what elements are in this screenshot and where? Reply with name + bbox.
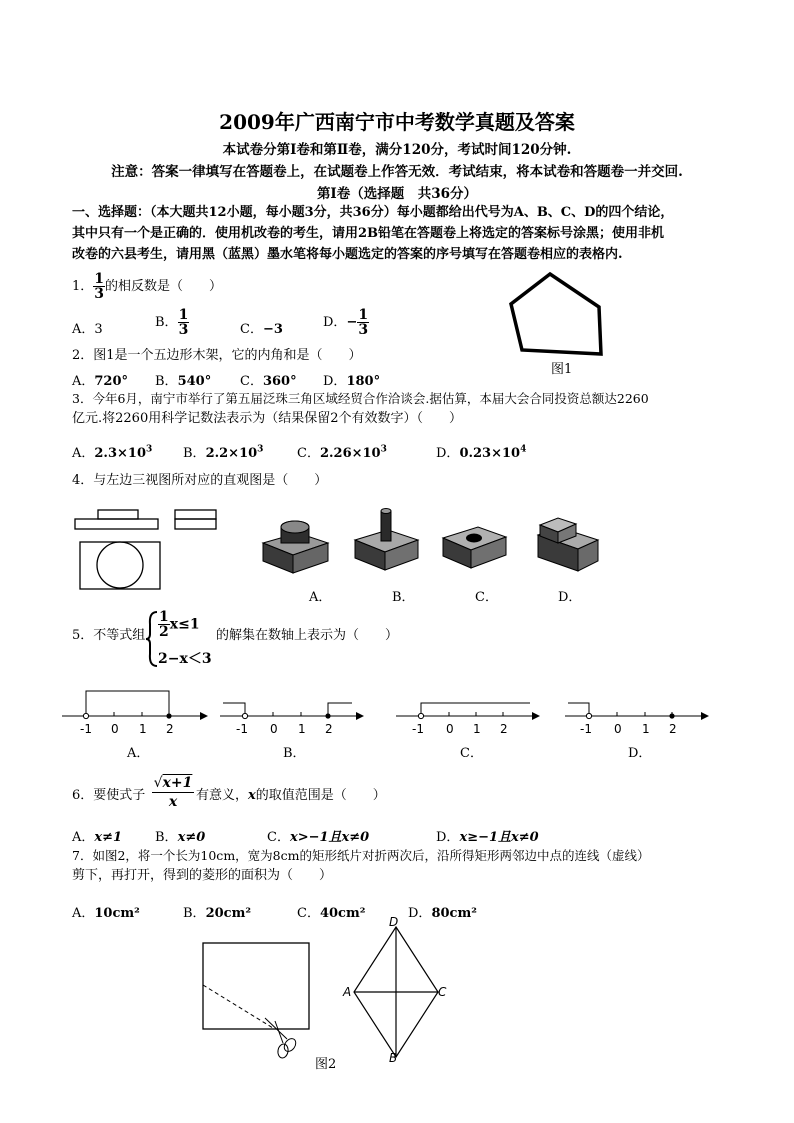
point-a: A xyxy=(343,985,352,999)
part-heading: 第Ⅰ卷（选择题 共36分） xyxy=(316,186,478,202)
solid-a xyxy=(263,521,328,573)
question-2: 2．图1是一个五边形木架，它的内角和是（ ） xyxy=(72,348,362,363)
svg-text:-1: -1 xyxy=(80,722,92,736)
question-1 xyxy=(72,272,222,301)
section-line-3: 改卷的六县考生，请用黑（蓝黑）墨水笔将每小题选定的答案的序号填写在答题卷相应的表格内. xyxy=(72,247,623,262)
q3-option-c: C．$2.26\times 10^3$ xyxy=(297,444,387,461)
q1-option-c: C．−3 xyxy=(240,322,283,337)
q3-option-d: D．$0.23\times 10^4$ xyxy=(436,444,527,461)
q5-brace xyxy=(145,610,159,668)
q7-option-d: D．80cm² xyxy=(408,906,477,921)
solid-options xyxy=(258,505,613,585)
q6-option-b: B．x≠0 xyxy=(155,830,206,845)
solid-d xyxy=(538,518,598,571)
rhombus xyxy=(354,927,438,1057)
q6-text: 有意义，x的取值范围是（ ） xyxy=(196,788,386,803)
page-title: 2009年广西南宁市中考数学真题及答案 xyxy=(219,110,575,134)
svg-text:1: 1 xyxy=(298,722,306,736)
number-line-c xyxy=(396,703,540,736)
figure-2 xyxy=(195,915,465,1075)
q5-ineq-2: 2−x＜3 xyxy=(158,651,212,667)
svg-text:2: 2 xyxy=(500,722,508,736)
solid-c xyxy=(443,527,506,568)
section-line-2: 其中只有一个是正确的．使用机改卷的考生，请用2B铅笔在答题卷上将选定的答案标号涂黑；使用非机 xyxy=(72,226,665,241)
q1-number: 1． xyxy=(72,279,94,294)
svg-text:-1: -1 xyxy=(580,722,592,736)
point-d: D xyxy=(389,915,399,929)
q5-label-a: A． xyxy=(127,746,150,761)
q7-option-b: B．20cm² xyxy=(183,906,252,921)
question-3-line-2: 亿元.将2260用科学记数法表示为（结果保留2个有效数字）（ ） xyxy=(72,411,462,426)
q7-option-c: C．40cm² xyxy=(297,906,366,921)
svg-text:1: 1 xyxy=(473,722,481,736)
question-4: 4．与左边三视图所对应的直观图是（ ） xyxy=(72,473,328,488)
q7-option-a: A．10cm² xyxy=(72,906,140,921)
point-c: C xyxy=(438,985,447,999)
section-line-1: 一、选择题：（本大题共12小题，每小题3分，共36分）每小题都给出代号为A、B、C、D的四个结论， xyxy=(72,205,674,220)
number-line-a xyxy=(62,691,208,736)
point-b: B xyxy=(389,1051,398,1065)
svg-text:0: 0 xyxy=(111,722,119,736)
svg-text:0: 0 xyxy=(446,722,454,736)
q2-option-d: D．180° xyxy=(323,374,381,389)
q6-number: 6．要使式子 xyxy=(72,788,146,803)
question-7-line-2: 剪下，再打开，得到的菱形的面积为（ ） xyxy=(72,868,333,883)
q5-label-b: B． xyxy=(283,746,306,761)
q4-label-d: D． xyxy=(558,590,582,605)
figure-1-caption: 图1 xyxy=(551,362,573,377)
q5-text: 的解集在数轴上表示为（ ） xyxy=(216,628,399,643)
q4-label-a: A． xyxy=(309,590,332,605)
q3-option-a: A．$2.3\times 10^3$ xyxy=(72,444,153,461)
svg-text:2: 2 xyxy=(166,722,174,736)
q1-option-d: D．− $\frac{1}{3}$ xyxy=(323,307,369,338)
q5-number: 5．不等式组 xyxy=(72,628,146,643)
q1-fraction: $\frac{1}{3}$ xyxy=(94,271,105,302)
q1-option-b: B． $\frac{1}{3}$ xyxy=(155,307,189,338)
q1-option-a: A．3 xyxy=(72,322,103,337)
number-line-b xyxy=(220,703,364,736)
q6-expression: √x+1 x xyxy=(153,775,193,810)
pentagon-shape xyxy=(511,274,601,354)
q6-option-a: A．x≠1 xyxy=(72,830,123,845)
q2-option-c: C．360° xyxy=(240,374,297,389)
svg-text:1: 1 xyxy=(139,722,147,736)
svg-text:0: 0 xyxy=(270,722,278,736)
q6-option-d: D．x≥−1且x≠0 xyxy=(436,830,539,845)
question-7-line-1: 7．如图2，将一个长为10cm，宽为8cm的矩形纸片对折两次后，沿所得矩形两邻边中点的连线（虚线） xyxy=(72,848,650,863)
svg-text:-1: -1 xyxy=(412,722,424,736)
exam-info: 本试卷分第Ⅰ卷和第Ⅱ卷，满分120分，考试时间120分钟. xyxy=(222,142,572,158)
q1-text: 的相反数是（ ） xyxy=(105,279,223,294)
svg-text:2: 2 xyxy=(325,722,333,736)
number-line-d xyxy=(565,703,709,736)
paper-rectangle xyxy=(203,943,309,1029)
q6-option-c: C．x>−1且x≠0 xyxy=(267,830,370,845)
q5-system: $\frac{1}{2}$ x≤1 xyxy=(159,609,200,640)
q5-label-c: C． xyxy=(460,746,483,761)
q2-option-b: B．540° xyxy=(155,374,212,389)
solid-b xyxy=(355,509,418,571)
scissors-icon xyxy=(265,1018,298,1059)
q4-label-b: B． xyxy=(392,590,415,605)
q3-option-b: B．$2.2\times 10^3$ xyxy=(183,444,264,461)
number-lines xyxy=(60,685,720,745)
q2-option-a: A．720° xyxy=(72,374,129,389)
svg-text:2: 2 xyxy=(669,722,677,736)
q5-ineq-1: x≤1 xyxy=(169,616,200,633)
svg-text:-1: -1 xyxy=(236,722,248,736)
exam-notice: 注意：答案一律填写在答题卷上，在试题卷上作答无效．考试结束，将本试卷和答题卷一并交回. xyxy=(111,164,683,180)
svg-text:1: 1 xyxy=(642,722,650,736)
question-3-line-1: 3．今年6月，南宁市举行了第五届泛珠三角区域经贸合作洽谈会.据估算，本届大会合同投资总额达2260 xyxy=(72,391,649,406)
figure-2-caption: 图2 xyxy=(315,1057,337,1072)
q4-label-c: C． xyxy=(475,590,498,605)
three-view-drawing xyxy=(70,505,230,595)
q5-label-d: D． xyxy=(628,746,652,761)
svg-text:0: 0 xyxy=(614,722,622,736)
